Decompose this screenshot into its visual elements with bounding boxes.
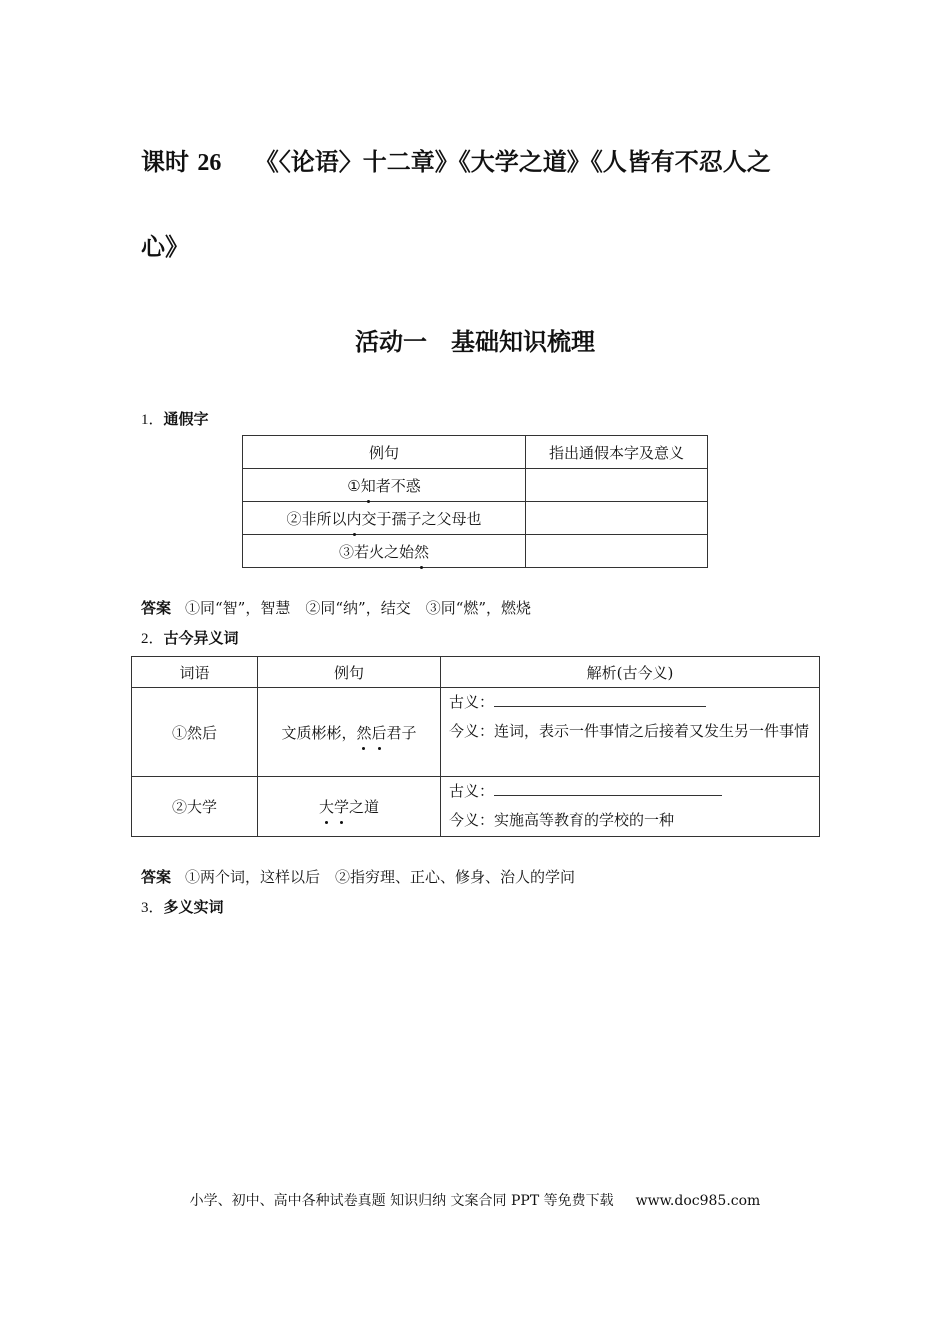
- answer-1: [141, 597, 531, 618]
- item-number: 3．: [141, 900, 164, 916]
- analysis-cell: [441, 688, 820, 777]
- table-header-row: [243, 436, 708, 469]
- table-row: [243, 469, 708, 502]
- emphasis-char: 学: [333, 798, 349, 816]
- emphasis-char: 知: [360, 476, 376, 495]
- tongjia-table: [242, 435, 708, 568]
- table-row: [243, 502, 708, 535]
- table-row: [132, 688, 820, 777]
- ancient-meaning-line: 古义：: [449, 688, 811, 717]
- word-cell: ②大学: [132, 777, 258, 837]
- table-header: 指出通假本字及意义: [526, 436, 708, 469]
- table-header: 例句: [243, 436, 526, 469]
- emphasis-char: 内: [346, 509, 362, 528]
- item-label: 通假字: [163, 410, 209, 428]
- item-number: 2．: [141, 631, 164, 647]
- fill-blank: [494, 688, 706, 707]
- emphasis-char: 然: [356, 723, 372, 742]
- modern-meaning: 今义：连词，表示一件事情之后接着又发生另一件事情: [449, 722, 810, 740]
- answer-cell: [526, 502, 708, 535]
- word-cell: ①然后: [132, 688, 258, 777]
- answer-cell: [526, 469, 708, 502]
- title-line1: 《〈论语〉十二章》《大学之道》《人皆有不忍人之: [254, 148, 771, 176]
- footer-text: 小学、初中、高中各种试卷真题 知识归纳 文案合同 PPT 等免费下载: [189, 1193, 614, 1209]
- example-sentence: ③若火之始然: [243, 535, 526, 568]
- example-sentence: 大学之道: [258, 777, 441, 837]
- gujin-table: [131, 656, 820, 837]
- ancient-meaning-line: 古义：: [449, 777, 811, 806]
- emphasis-char: 大: [318, 798, 334, 816]
- title-prefix: 课时: [141, 148, 189, 176]
- table-row: [132, 777, 820, 837]
- emphasis-char: 然: [414, 542, 430, 561]
- emphasis-char: 后: [371, 723, 387, 742]
- section-heading: 活动一 基础知识梳理: [355, 328, 595, 356]
- item-heading-2: [141, 627, 239, 648]
- table-header-row: [132, 657, 820, 688]
- item-label: 古今异义词: [163, 629, 239, 647]
- item-heading-1: [141, 408, 209, 429]
- lesson-title: [141, 120, 831, 289]
- modern-meaning: 今义：实施高等教育的学校的一种: [449, 811, 675, 829]
- fill-blank: [494, 777, 722, 796]
- table-row: [243, 535, 708, 568]
- answer-label: 答案: [141, 599, 172, 617]
- table-header: 解析(古今义): [441, 657, 820, 688]
- example-sentence: ②非所以内交于孺子之父母也: [243, 502, 526, 535]
- item-heading-3: [141, 896, 224, 917]
- title-line2: 心》: [141, 233, 189, 261]
- lesson-number: 26: [197, 150, 222, 176]
- answer-2: [141, 866, 575, 887]
- page-footer: [0, 1190, 950, 1210]
- analysis-cell: [441, 777, 820, 837]
- table-header: 例句: [258, 657, 441, 688]
- example-sentence: ①知者不惑: [243, 469, 526, 502]
- example-sentence: 文质彬彬，然后君子: [258, 688, 441, 777]
- footer-url: www.doc985.com: [635, 1193, 761, 1209]
- table-header: 词语: [132, 657, 258, 688]
- item-number: 1．: [141, 412, 164, 428]
- answer-text: ①同“智”，智慧 ②同“纳”，结交 ③同“燃”，燃烧: [185, 599, 532, 617]
- item-label: 多义实词: [163, 898, 224, 916]
- answer-cell: [526, 535, 708, 568]
- answer-label: 答案: [141, 868, 172, 886]
- answer-text: ①两个词，这样以后 ②指穷理、正心、修身、治人的学问: [185, 868, 576, 886]
